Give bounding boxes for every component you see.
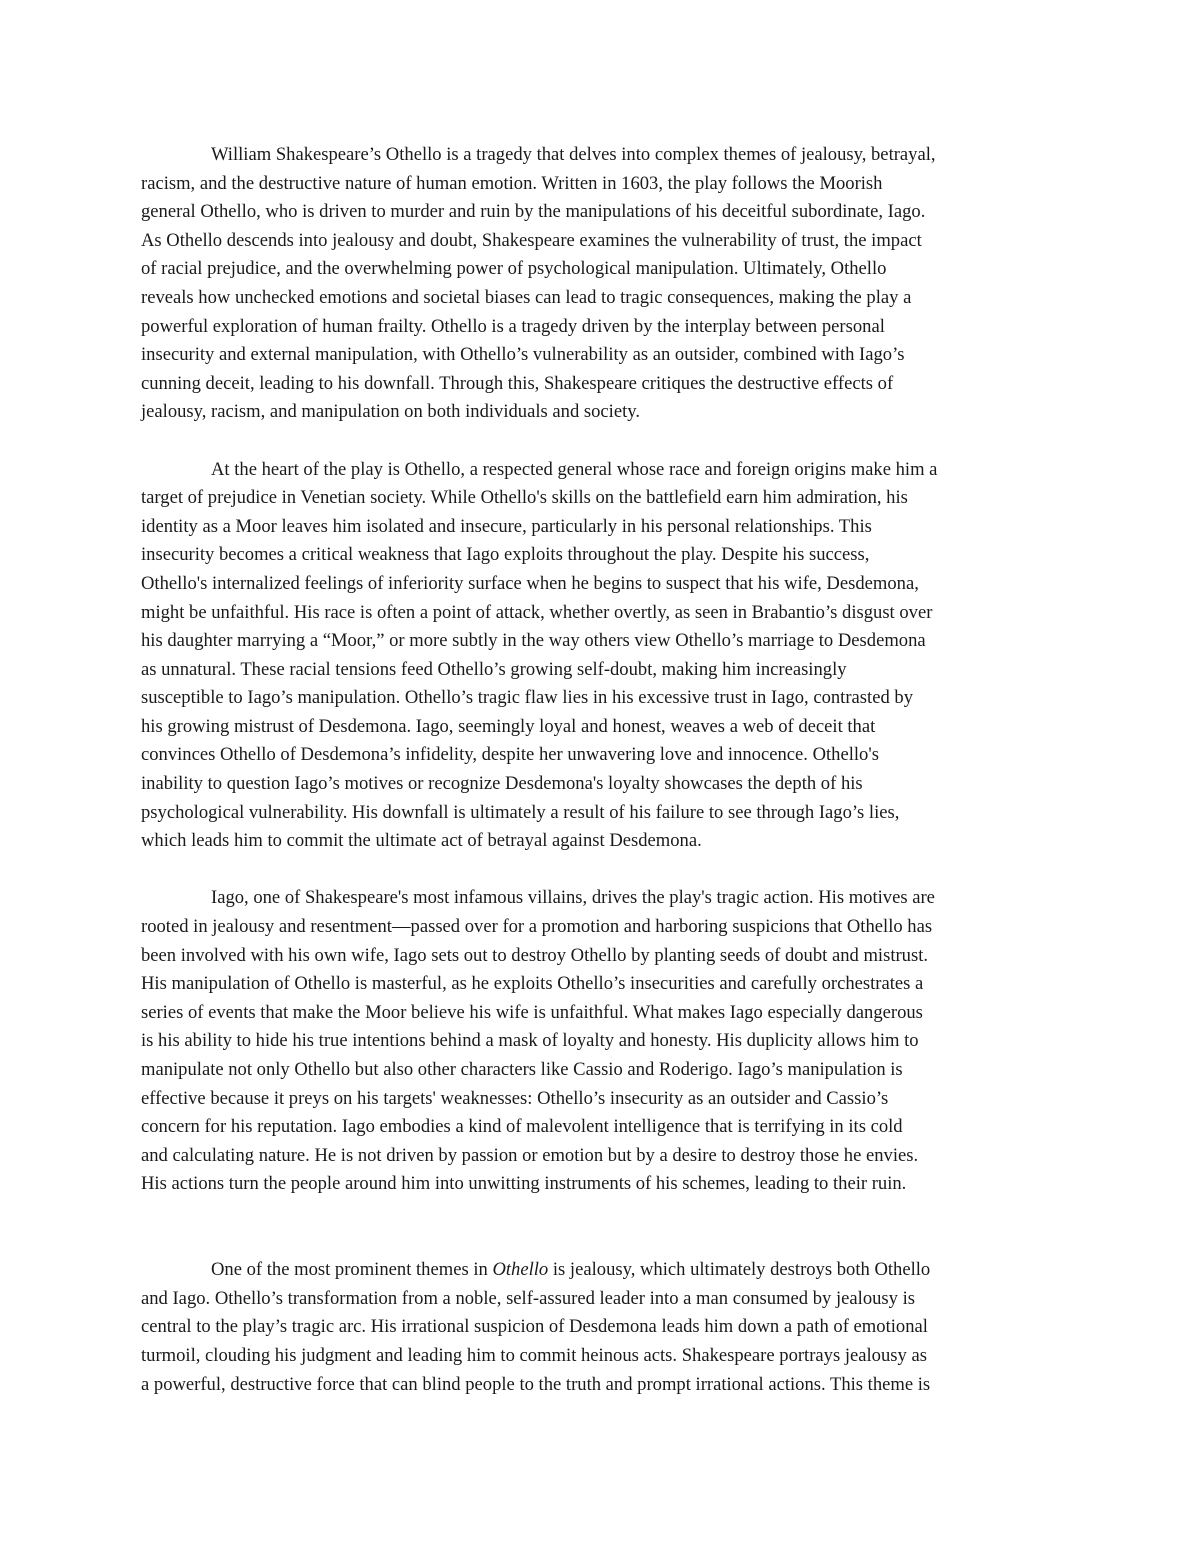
text-line: Othello's internalized feelings of inferiority surface when he begins to suspect that his wife, Desdemona, xyxy=(141,572,919,594)
paragraph-iago-villain xyxy=(141,884,1061,1199)
text-line: susceptible to Iago’s manipulation. Othello’s tragic flaw lies in his excessive trust in Iago, contrasted by xyxy=(141,687,913,709)
text-line: general Othello, who is driven to murder and ruin by the manipulations of his deceitful subordinate, Iago. xyxy=(141,201,926,223)
text-line: effective because it preys on his targets' weaknesses: Othello’s insecurity as an outsider and Cassio’s xyxy=(141,1087,889,1109)
text-line: identity as a Moor leaves him isolated and insecure, particularly in his personal relationships. This xyxy=(141,515,872,537)
text-line: powerful exploration of human frailty. Othello is a tragedy driven by the interplay between personal xyxy=(141,315,885,337)
text-line: turmoil, clouding his judgment and leading him to commit heinous acts. Shakespeare portrays jealousy as xyxy=(141,1344,927,1366)
text-line: series of events that make the Moor believe his wife is unfaithful. What makes Iago especially dangerous xyxy=(141,1001,923,1023)
text-line: William Shakespeare’s Othello is a tragedy that delves into complex themes of jealousy, betrayal, xyxy=(211,144,936,165)
text-line: of racial prejudice, and the overwhelming power of psychological manipulation. Ultimately, Othello xyxy=(141,258,887,280)
text-line: and Iago. Othello’s transformation from a noble, self-assured leader into a man consumed by jealousy is xyxy=(141,1287,916,1309)
play-title-italic: Othello xyxy=(492,1259,549,1281)
essay-body xyxy=(141,141,1061,1399)
text-line: concern for his reputation. Iago embodies a kind of malevolent intelligence that is terrifying in its cold xyxy=(141,1116,903,1138)
text-line: reveals how unchecked emotions and societal biases can lead to tragic consequences, making the play a xyxy=(141,286,912,308)
text-line: racism, and the destructive nature of human emotion. Written in 1603, the play follows the Moorish xyxy=(141,172,883,194)
text-line: his growing mistrust of Desdemona. Iago, seemingly loyal and honest, weaves a web of deceit that xyxy=(141,715,876,737)
text-line: his daughter marrying a “Moor,” or more subtly in the way others view Othello’s marriage to Desdemona xyxy=(141,630,926,652)
text-line: cunning deceit, leading to his downfall. Through this, Shakespeare critiques the destructive effects of xyxy=(141,372,894,394)
text-line: manipulate not only Othello but also other characters like Cassio and Roderigo. Iago’s manipulation is xyxy=(141,1059,903,1080)
text-line: convinces Othello of Desdemona’s infidelity, despite her unwavering love and innocence. Othello's xyxy=(141,744,879,766)
text-line: psychological vulnerability. His downfall is ultimately a result of his failure to see through Iago’s lies, xyxy=(141,801,900,823)
text-line: jealousy, racism, and manipulation on both individuals and society. xyxy=(141,401,641,423)
text-line: insecurity and external manipulation, with Othello’s vulnerability as an outsider, combined with Iago’s xyxy=(141,344,905,366)
text-line: which leads him to commit the ultimate act of betrayal against Desdemona. xyxy=(141,830,702,852)
text-line: might be unfaithful. His race is often a point of attack, whether overtly, as seen in Brabantio’s disgust over xyxy=(141,601,933,623)
text-line: central to the play’s tragic arc. His irrational suspicion of Desdemona leads him down a path of emotional xyxy=(141,1316,928,1338)
text-line: and calculating nature. He is not driven by passion or emotion but by a desire to destroy those he envies. xyxy=(141,1144,919,1166)
text-line: a powerful, destructive force that can blind people to the truth and prompt irrational actions. This theme is xyxy=(141,1373,931,1395)
text-line: target of prejudice in Venetian society. While Othello's skills on the battlefield earn him admiration, his xyxy=(141,487,908,509)
text-line: been involved with his own wife, Iago sets out to destroy Othello by planting seeds of doubt and mistrust. xyxy=(141,944,929,966)
text-run: One of the most prominent themes in xyxy=(211,1259,493,1281)
text-line: rooted in jealousy and resentment—passed over for a promotion and harboring suspicions that Othello has xyxy=(141,916,933,938)
paragraph-jealousy-theme xyxy=(141,1256,1061,1399)
text-line: His manipulation of Othello is masterful, as he exploits Othello’s insecurities and carefully orchestrates a xyxy=(141,973,924,995)
text-line: inability to question Iago’s motives or recognize Desdemona's loyalty showcases the depth of his xyxy=(141,773,863,795)
text-run: is jealousy, which ultimately destroys both Othello xyxy=(548,1259,931,1281)
paragraph-introduction xyxy=(141,141,1061,427)
paragraph-othello-character xyxy=(141,456,1061,856)
text-line: as unnatural. These racial tensions feed Othello’s growing self-doubt, making him increasingly xyxy=(141,658,847,680)
text-line: insecurity becomes a critical weakness that Iago exploits throughout the play. Despite his success, xyxy=(141,544,870,566)
text-line: At the heart of the play is Othello, a respected general whose race and foreign origins make him a xyxy=(211,458,938,480)
text-line: His actions turn the people around him into unwitting instruments of his schemes, leading to their ruin. xyxy=(141,1173,907,1195)
text-line xyxy=(141,1256,1061,1285)
text-line: Iago, one of Shakespeare's most infamous villains, drives the play's tragic action. His motives are xyxy=(211,887,935,909)
text-line: is his ability to hide his true intentions behind a mask of loyalty and honesty. His duplicity allows him to xyxy=(141,1030,919,1052)
text-line: As Othello descends into jealousy and doubt, Shakespeare examines the vulnerability of trust, the impact xyxy=(141,229,922,251)
